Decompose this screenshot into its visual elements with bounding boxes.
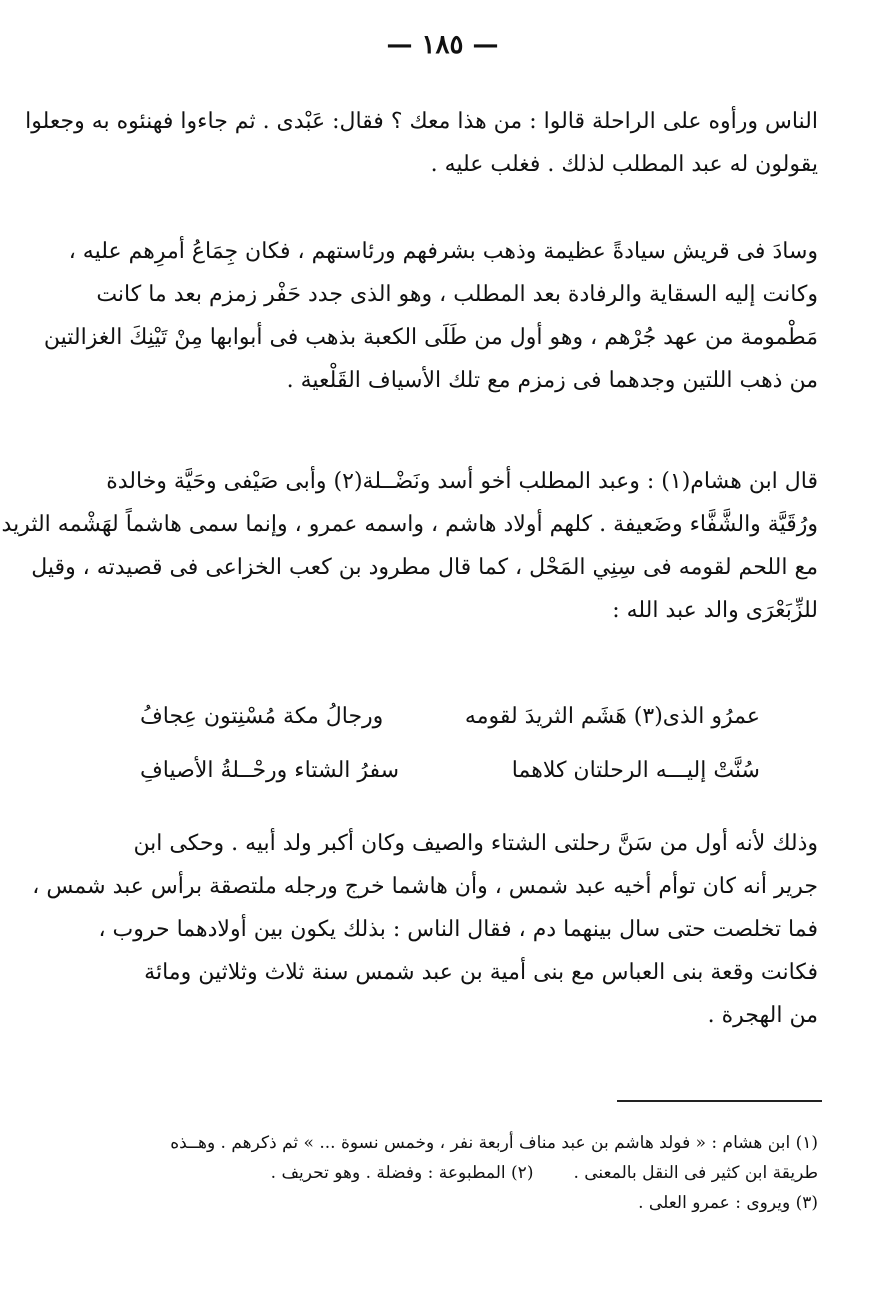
footnotes [88,1128,818,1218]
text-line: الناس ورأوه على الراحلة قالوا : من هذا معك ؟ فقال: عَبْدى . ثم جاءوا فهنئوه به وجعلوا [25,109,818,134]
verse-first-hemistich: سُنَّتْ إليـــه الرحلتان كلاهما [511,758,760,783]
text-line: مع اللحم لقومه فى سِنِي المَحْل ، كما قال مطرود بن كعب الخزاعى فى قصيدته ، وقيل [31,555,818,580]
text-line: من الهجرة . [707,1003,818,1028]
paragraph-1 [25,100,818,186]
footnote-2: (٢) المطبوعة : وفضلة . وهو تحريف . [270,1163,534,1183]
text-line: جرير أنه كان توأم أخيه عبد شمس ، وأن هاشما خرج ورجله ملتصقة برأس عبد شمس ، [32,874,818,899]
text-line: من ذهب اللتين وجدهما فى زمزم مع تلك الأسياف القَلْعية . [286,368,818,393]
page-number: — ١٨٥ — [386,30,499,60]
verse-second-hemistich: ورجالُ مكة مُسْنِتون عِجافُ [140,704,384,729]
footnote-separator [617,1100,822,1102]
text-line: للزِّبَعْرَى والد عبد الله : [612,598,818,623]
verse-line [140,690,760,744]
footnote-3: (٣) ويروى : عمرو العلى . [638,1193,818,1213]
verse-first-hemistich: عمرُو الذى(٣) هَشَم الثريدَ لقومه [464,704,760,729]
footnote-1-continuation: طريقة ابن كثير فى النقل بالمعنى . [573,1163,818,1183]
footnote-line [88,1158,818,1188]
text-line: يقولون له عبد المطلب لذلك . فغلب عليه . [430,152,818,177]
paragraph-4 [32,822,818,1037]
text-line: ورُقَيَّة والشَّفَّاء وضَعيفة . كلهم أولاد هاشم ، واسمه عمرو ، وإنما سمى هاشماً لهَشْمه الثريد [1,512,818,537]
text-line: قال ابن هشام(١) : وعبد المطلب أخو أسد ونَضْــلة(٢) وأبى صَيْفى وحَيَّة وخالدة [106,469,818,494]
text-line: وسادَ فى قريش سيادةً عظيمة وذهب بشرفهم ورئاستهم ، فكان جِمَاعُ أمرِهم عليه ، [68,239,818,264]
paragraph-3 [1,460,818,632]
text-line: وذلك لأنه أول من سَنَّ رحلتى الشتاء والصيف وكان أكبر ولد أبيه . وحكى ابن [133,831,818,856]
text-line: فكانت وقعة بنى العباس مع بنى أمية بن عبد شمس سنة ثلاث وثلاثين ومائة [144,960,818,985]
verse-second-hemistich: سفرُ الشتاء ورحْــلةُ الأصيافِ [140,758,400,783]
footnote-1: (١) ابن هشام : « فولد هاشم بن عبد مناف أربعة نفر ، وخمس نسوة ... » ثم ذكرهم . وهــذه [170,1133,818,1153]
text-line: فما تخلصت حتى سال بينهما دم ، فقال الناس : بذلك يكون بين أولادهما حروب ، [98,917,818,942]
paragraph-2 [43,230,818,402]
text-line: وكانت إليه السقاية والرفادة بعد المطلب ، وهو الذى جدد حَفْر زمزم بعد ما كانت [96,282,818,307]
poem-verses [140,690,760,798]
text-line: مَطْمومة من عهد جُرْهم ، وهو أول من طَلَى الكعبة بذهب فى أبوابها مِنْ تَيْنِكَ الغزالتين [43,325,818,350]
verse-line [140,744,760,798]
